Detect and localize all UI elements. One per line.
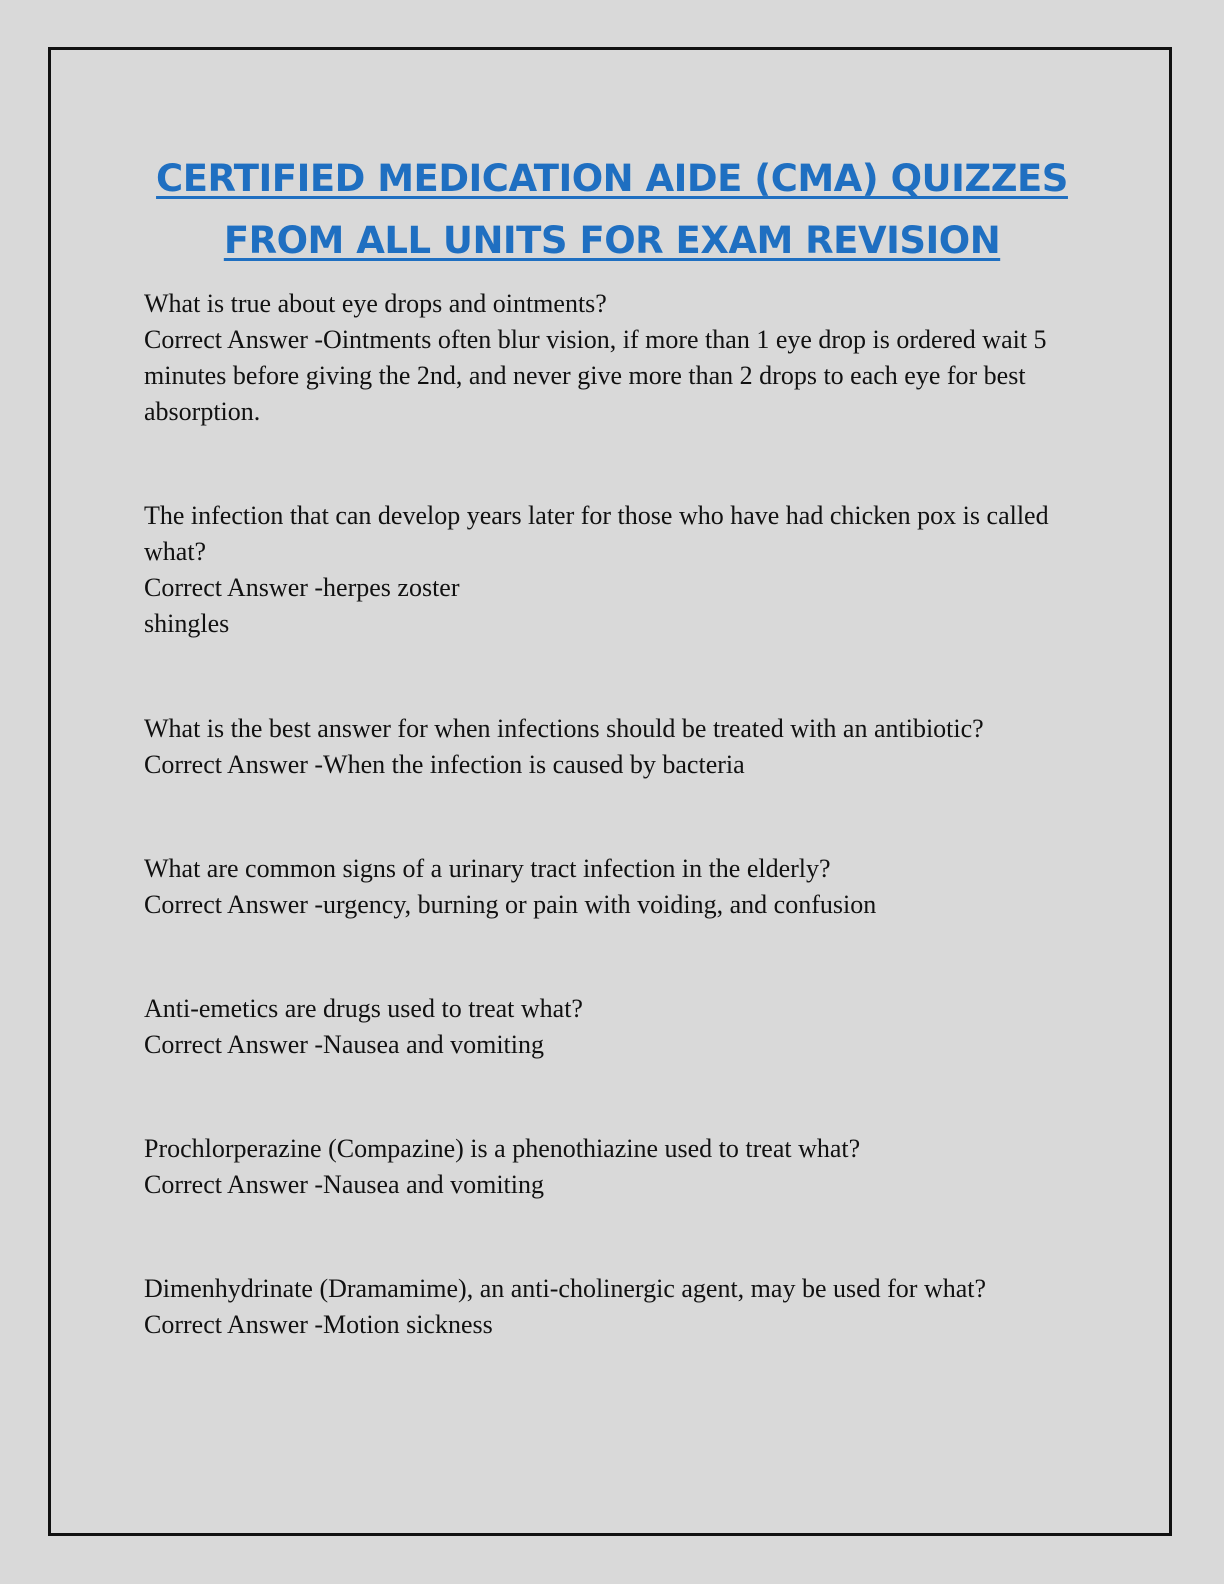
quiz-item — [144, 286, 1084, 430]
quiz-answer-extra: shingles — [144, 609, 230, 638]
quiz-question: What is true about eye drops and ointments? — [144, 289, 607, 318]
quiz-item — [144, 991, 1084, 1063]
quiz-answer: Correct Answer -Motion sickness — [144, 1310, 493, 1339]
quiz-item — [144, 498, 1084, 642]
title-line-1: CERTIFIED MEDICATION AIDE (CMA) QUIZZES — [156, 157, 1068, 200]
quiz-question: The infection that can develop years later for those who have had chicken pox is called what? — [144, 501, 1049, 566]
quiz-item — [144, 1131, 1084, 1203]
quiz-question: Prochlorperazine (Compazine) is a phenothiazine used to treat what? — [144, 1134, 861, 1163]
quiz-answer: Correct Answer -herpes zoster — [144, 573, 460, 602]
document-title — [0, 148, 1224, 272]
quiz-question: Dimenhydrinate (Dramamime), an anti-cholinergic agent, may be used for what? — [144, 1274, 987, 1303]
quiz-answer: Correct Answer -Ointments often blur vision, if more than 1 eye drop is ordered wait 5 minutes before giving the 2nd, and never give more than 2 drops to each eye for best absorption. — [144, 325, 1047, 426]
quiz-question: Anti-emetics are drugs used to treat what? — [144, 994, 583, 1023]
quiz-answer: Correct Answer -urgency, burning or pain with voiding, and confusion — [144, 890, 877, 919]
quiz-item — [144, 711, 1084, 783]
quiz-answer: Correct Answer -Nausea and vomiting — [144, 1030, 545, 1059]
quiz-question: What are common signs of a urinary tract infection in the elderly? — [144, 854, 831, 883]
title-line-2: FROM ALL UNITS FOR EXAM REVISION — [223, 219, 1001, 262]
quiz-question: What is the best answer for when infections should be treated with an antibiotic? — [144, 714, 984, 743]
quiz-answer: Correct Answer -Nausea and vomiting — [144, 1170, 545, 1199]
quiz-item — [144, 1271, 1084, 1343]
quiz-answer: Correct Answer -When the infection is caused by bacteria — [144, 750, 745, 779]
quiz-content — [144, 286, 1084, 1343]
quiz-item — [144, 851, 1084, 923]
